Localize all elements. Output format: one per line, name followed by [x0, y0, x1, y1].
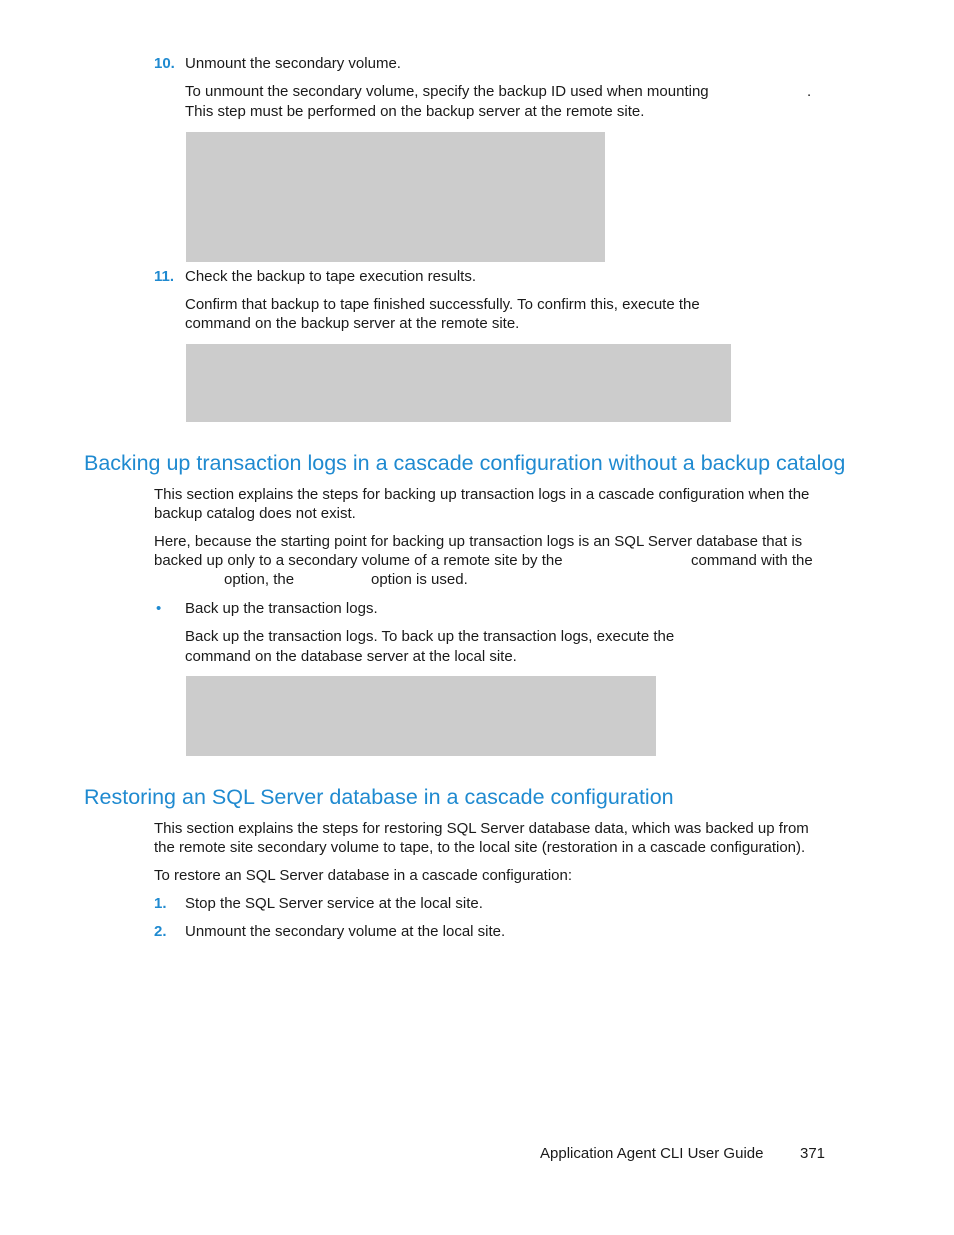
body-text: To unmount the secondary volume, specify the backup ID used when mounting	[185, 83, 709, 100]
page-number: 371	[800, 1145, 826, 1162]
body-text: Back up the transaction logs. To back up the transaction logs, execute the	[185, 628, 675, 645]
section-heading: Restoring an SQL Server database in a cascade configuration	[84, 785, 674, 809]
code-block	[186, 344, 731, 422]
body-text: This step must be performed on the backup server at the remote site.	[185, 103, 645, 120]
body-text: backed up only to a secondary volume of a remote site by the	[154, 552, 563, 569]
footer-title: Application Agent CLI User Guide	[540, 1145, 764, 1162]
code-block	[186, 132, 605, 262]
body-text: This section explains the steps for restoring SQL Server database data, which was backed up from	[154, 820, 809, 837]
bullet-icon: •	[156, 600, 162, 617]
step-title: Unmount the secondary volume.	[185, 55, 401, 72]
step-title: Check the backup to tape execution results.	[185, 268, 477, 285]
body-text: backup catalog does not exist.	[154, 505, 356, 522]
section-heading: Backing up transaction logs in a cascade configuration without a backup catalog	[84, 451, 846, 475]
bullet-title: Back up the transaction logs.	[185, 600, 378, 617]
body-text: the remote site secondary volume to tape, to the local site (restoration in a cascade configuration).	[154, 839, 806, 856]
code-block	[186, 676, 656, 756]
body-text: command with the	[691, 552, 813, 569]
step-number: 11.	[154, 268, 175, 285]
body-text: Confirm that backup to tape finished successfully. To confirm this, execute the	[185, 296, 700, 313]
step-text: Stop the SQL Server service at the local site.	[185, 895, 483, 912]
step-number: 2.	[154, 923, 167, 940]
body-text: command on the backup server at the remote site.	[185, 315, 520, 332]
body-text: This section explains the steps for backing up transaction logs in a cascade configuration when the	[154, 486, 810, 503]
body-text: .	[807, 83, 812, 100]
body-text: option is used.	[371, 571, 468, 588]
step-number: 1.	[154, 895, 167, 912]
body-text: command on the database server at the local site.	[185, 648, 517, 665]
body-text: To restore an SQL Server database in a cascade configuration:	[154, 867, 573, 884]
step-text: Unmount the secondary volume at the local site.	[185, 923, 506, 940]
body-text: option, the	[224, 571, 295, 588]
step-number: 10.	[154, 55, 175, 72]
body-text: Here, because the starting point for backing up transaction logs is an SQL Server database that is	[154, 533, 803, 550]
